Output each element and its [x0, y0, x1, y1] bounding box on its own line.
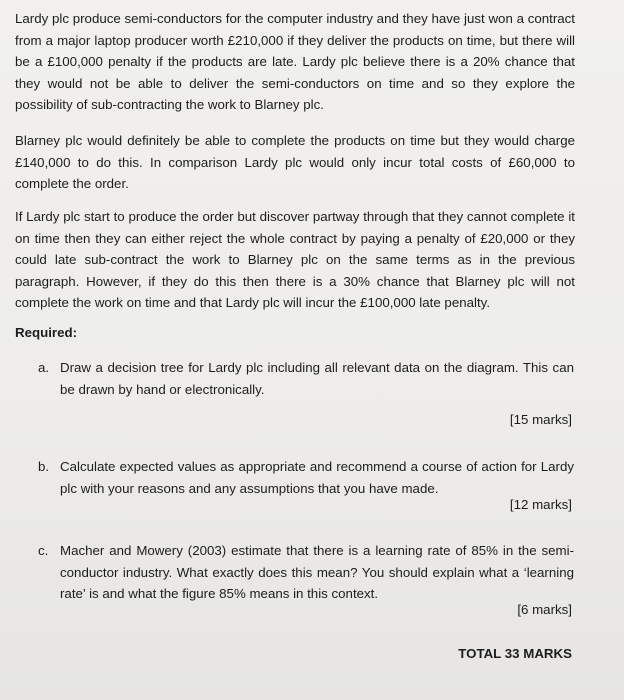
question-letter: b.: [38, 459, 50, 474]
question-letter: a.: [38, 360, 50, 375]
marks-a: [15 marks]: [509, 412, 572, 427]
marks-c: [6 marks]: [517, 602, 572, 617]
question-b: [38, 456, 574, 499]
question-text: Calculate expected values as appropriate and recommend a course of action for Lardy plc with your reasons and any assumptions that you have made.: [60, 459, 574, 496]
question-a: [38, 357, 574, 400]
paragraph-blarney: Blarney plc would definitely be able to complete the products on time but they would charge £140,000 to do this. In comparison Lardy plc would only incur total costs of £60,000 to complete the order.: [15, 133, 575, 191]
question-text: Draw a decision tree for Lardy plc including all relevant data on the diagram. This can be drawn by hand or electronically.: [60, 360, 574, 397]
total-marks: TOTAL 33 MARKS: [458, 646, 572, 661]
question-c: [38, 540, 574, 605]
question-text: Macher and Mowery (2003) estimate that there is a learning rate of 85% in the semi-conductor industry. What exactly does this mean? You should explain what a ‘learning rate’ is and what the figure 85% means in this context.: [60, 543, 574, 601]
marks-b: [12 marks]: [509, 497, 572, 512]
question-letter: c.: [38, 543, 49, 558]
paragraph-partway: If Lardy plc start to produce the order but discover partway through that they cannot complete it on time then they can either reject the whole contract by paying a penalty of £20,000 or they could late sub-contract the work to Blarney plc on the same terms as in the previous paragraph. However, if they do this then there is a 30% chance that Blarney plc will not complete the work on time and that Lardy plc will incur the £100,000 late penalty.: [15, 209, 575, 310]
required-heading: Required:: [15, 325, 78, 340]
paragraph-intro: Lardy plc produce semi-conductors for the computer industry and they have just won a contract from a major laptop producer worth £210,000 if they deliver the products on time, but there will be a £100,000 penalty if the products are late. Lardy plc believe there is a 20% chance that they would not be able to deliver the semi-conductors on time and so they explore the possibility of sub-contracting the work to Blarney plc.: [15, 11, 575, 112]
